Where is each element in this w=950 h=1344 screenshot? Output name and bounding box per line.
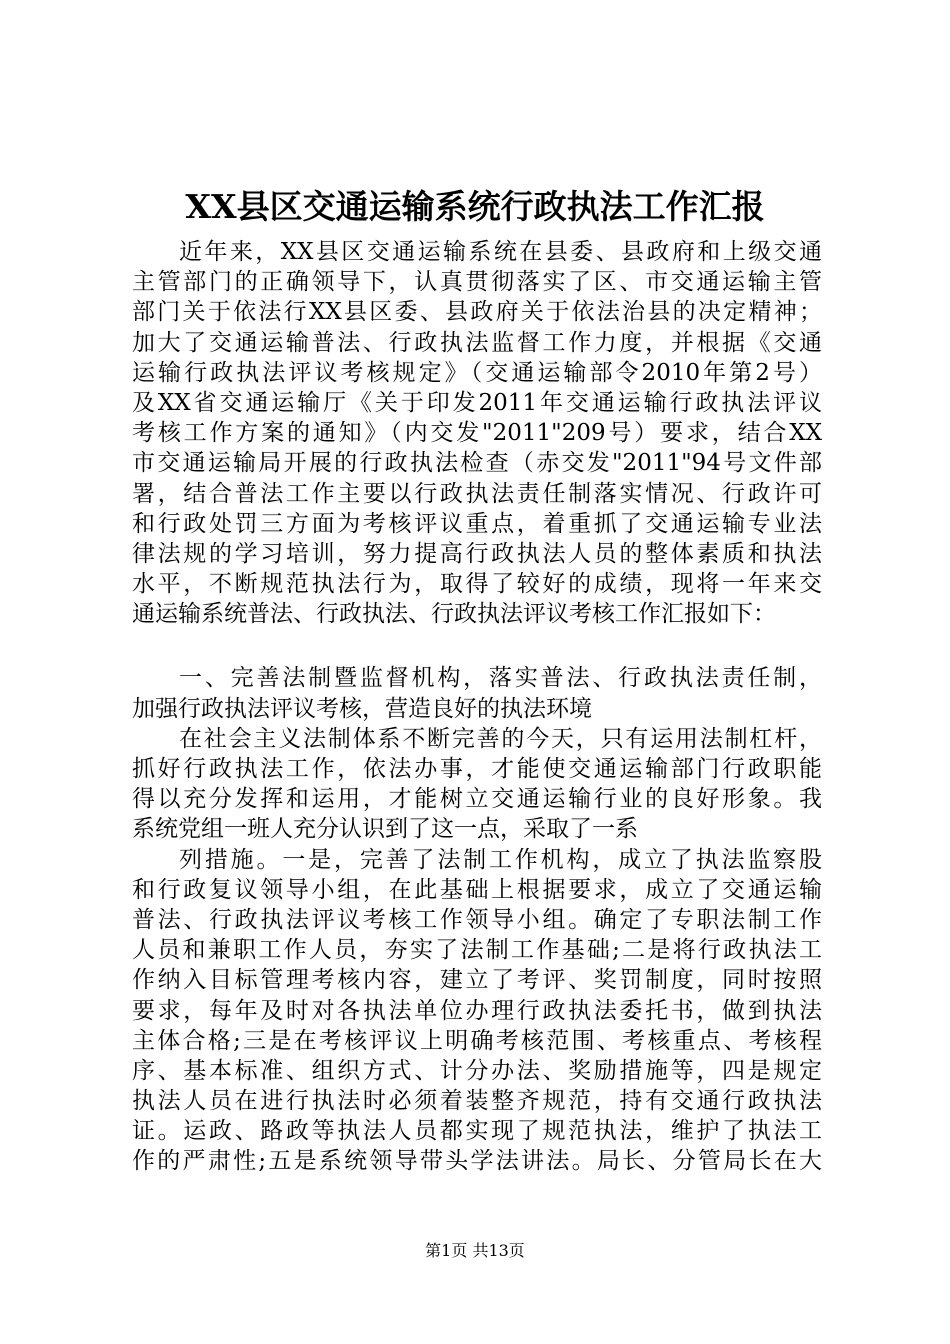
text-line: 抓好行政执法工作，依法办事，才能使交通运输部门行政职能 xyxy=(132,756,822,782)
text-line: 普法、行政执法评议考核工作领导小组。确定了专职法制工作 xyxy=(132,906,822,933)
text-line: 得以充分发挥和运用，才能树立交通运输行业的良好形象。我 xyxy=(132,786,822,813)
text-line: 一、完善法制暨监督机构，落实普法、行政执法责任制， xyxy=(179,665,822,692)
text-line: 加强行政执法评议考核，营造良好的执法环境 xyxy=(132,695,592,722)
text-line: 列措施。一是，完善了法制工作机构，成立了执法监察股 xyxy=(179,846,822,873)
text-line: 主管部门的正确领导下，认真贯彻落实了区、市交通运输主管 xyxy=(132,269,822,296)
text-line: 和行政处罚三方面为考核评议重点，着重抓了交通运输专业法 xyxy=(132,510,822,537)
text-line: 律法规的学习培训，努力提高行政执法人员的整体素质和执法 xyxy=(132,540,822,567)
text-line: 执法人员在进行执法时必须着装整齐规范，持有交通行政执法 xyxy=(132,1088,822,1115)
paragraph-measures xyxy=(132,845,822,1177)
text-line: 加大了交通运输普法、行政执法监督工作力度，并根据《交通 xyxy=(132,329,822,356)
section-heading xyxy=(132,663,822,723)
paragraph-legal-system xyxy=(132,724,822,845)
text-line: 证。运政、路政等执法人员都实现了规范执法，维护了执法工 xyxy=(132,1118,822,1145)
text-line: 部门关于依法行XX县区委、县政府关于依法治县的决定精神； xyxy=(132,299,822,326)
document-body xyxy=(132,237,822,1177)
text-line: 主体合格;三是在考核评议上明确考核范围、考核重点、考核程 xyxy=(132,1027,822,1054)
text-line: 市交通运输局开展的行政执法检查（赤交发"2011"94号文件部 xyxy=(132,450,822,477)
text-line: 考核工作方案的通知》（内交发"2011"209号）要求，结合XX xyxy=(132,420,822,447)
text-line: 系统党组一班人充分认识到了这一点，采取了一系 xyxy=(132,816,638,843)
text-line: 作的严肃性;五是系统领导带头学法讲法。局长、分管局长在大 xyxy=(132,1148,822,1175)
text-line: 署，结合普法工作主要以行政执法责任制落实情况、行政许可 xyxy=(132,480,822,507)
text-line: 近年来，XX县区交通运输系统在县委、县政府和上级交通 xyxy=(179,239,822,265)
text-line: 和行政复议领导小组，在此基础上根据要求，成立了交通运输 xyxy=(132,876,822,903)
text-line: 作纳入目标管理考核内容，建立了考评、奖罚制度，同时按照 xyxy=(132,967,822,994)
text-line: 运输行政执法评议考核规定》（交通运输部令2010年第2号） xyxy=(132,359,822,386)
text-line: 序、基本标准、组织方式、计分办法、奖励措施等，四是规定 xyxy=(132,1057,822,1084)
document-title: XX县区交通运输系统行政执法工作汇报 xyxy=(185,187,765,226)
page-number-footer: 第1页 共13页 xyxy=(425,1241,525,1260)
text-line: 要求，每年及时对各执法单位办理行政执法委托书，做到执法 xyxy=(132,997,822,1024)
paragraph-gap xyxy=(132,629,822,663)
text-line: 水平，不断规范执法行为，取得了较好的成绩，现将一年来交 xyxy=(132,571,822,598)
paragraph-intro xyxy=(132,237,822,629)
text-line: 在社会主义法制体系不断完善的今天，只有运用法制杠杆， xyxy=(179,725,822,752)
text-line: 及XX省交通运输厅《关于印发2011年交通运输行政执法评议 xyxy=(132,389,822,416)
text-line: 人员和兼职工作人员，夯实了法制工作基础;二是将行政执法工 xyxy=(132,937,822,964)
text-line: 通运输系统普法、行政执法、行政执法评议考核工作汇报如下： xyxy=(132,601,776,628)
